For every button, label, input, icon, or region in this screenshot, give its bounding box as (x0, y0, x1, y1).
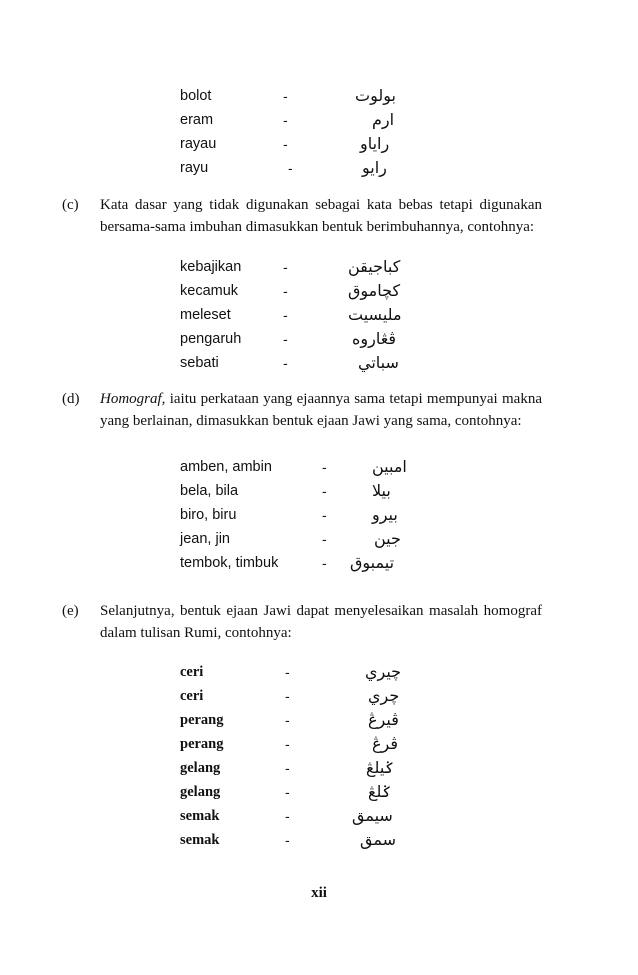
list-item (0, 279, 638, 303)
section-paragraph (100, 388, 542, 432)
jawi-word: تيمبوق (350, 553, 395, 572)
list-item (0, 156, 638, 180)
list-item (0, 684, 638, 708)
list-item (0, 732, 638, 756)
list-item (0, 303, 638, 327)
jawi-word: بولوت (355, 86, 396, 105)
jawi-word: بيرو (372, 505, 398, 524)
rumi-word: perang (180, 736, 224, 752)
jawi-word: جين (374, 529, 401, 548)
rumi-word: sebati (180, 355, 219, 371)
section-label: (c) (62, 197, 79, 213)
section-paragraph: Selanjutnya, bentuk ejaan Jawi dapat menyelesaikan masalah homograf dalam tulisan Rumi, contohnya: (100, 603, 542, 641)
dash-separator: - (283, 283, 288, 299)
list-item (0, 804, 638, 828)
dash-separator: - (283, 331, 288, 347)
dash-separator: - (285, 808, 290, 824)
list-item (0, 455, 638, 479)
rumi-word: pengaruh (180, 331, 242, 347)
dash-separator: - (288, 160, 293, 176)
jawi-word: چيري (365, 662, 402, 681)
rumi-word: bolot (180, 88, 212, 104)
section-label: (d) (62, 391, 80, 407)
list-item (0, 708, 638, 732)
rumi-word: semak (180, 832, 220, 848)
jawi-word: ݢيلڠ (366, 758, 395, 777)
rumi-word: eram (180, 112, 214, 128)
rumi-word: ceri (180, 664, 204, 680)
rumi-word: kecamuk (180, 283, 239, 299)
jawi-word: امبين (372, 457, 407, 476)
jawi-word: ڤيرڠ (368, 710, 399, 729)
jawi-word: راياو (360, 134, 390, 153)
list-item (0, 132, 638, 156)
list-item (0, 527, 638, 551)
rumi-word: rayau (180, 136, 217, 152)
rumi-word: bela, bila (180, 483, 239, 499)
dash-separator: - (285, 760, 290, 776)
section-d (62, 388, 542, 458)
rumi-word: amben, ambin (180, 459, 272, 475)
section-c (62, 194, 542, 264)
jawi-word: چري (368, 686, 400, 705)
dash-separator: - (285, 832, 290, 848)
dash-separator: - (283, 136, 288, 152)
dash-separator: - (285, 688, 290, 704)
dash-separator: - (322, 483, 327, 499)
rumi-word: jean, jin (180, 531, 230, 547)
dash-separator: - (283, 355, 288, 371)
jawi-word: كچاموق (348, 281, 401, 300)
list-item (0, 756, 638, 780)
dash-separator: - (283, 88, 288, 104)
rumi-word: ceri (180, 688, 204, 704)
section-e (62, 600, 542, 648)
list-item (0, 255, 638, 279)
jawi-word: سيمق (352, 806, 393, 825)
jawi-word: سمق (360, 830, 396, 849)
dash-separator: - (283, 307, 288, 323)
jawi-word: ݢلڠ (368, 782, 392, 801)
section-label: (e) (62, 603, 79, 619)
rumi-word: biro, biru (180, 507, 237, 523)
section-text: iaitu perkataan yang ejaannya sama tetapi mempunyai makna yang berlainan, dimasukkan bentuk ejaan Jawi yang sama, contohnya: (100, 391, 542, 429)
dash-separator: - (283, 259, 288, 275)
jawi-word: مليسيت (348, 305, 402, 324)
homograf-term: Homograf, (100, 391, 166, 407)
page-number: xii (311, 885, 327, 901)
dash-separator: - (285, 784, 290, 800)
jawi-word: بيلا (372, 481, 391, 500)
rumi-word: perang (180, 712, 224, 728)
jawi-word: ارم (372, 110, 395, 129)
list-item (0, 327, 638, 351)
section-paragraph: Kata dasar yang tidak digunakan sebagai kata bebas tetapi digunakan bersama-sama imbuhan dimasukkan bentuk berimbuhannya, contohnya: (100, 197, 542, 235)
jawi-word: كباجيقن (348, 257, 401, 276)
dash-separator: - (285, 736, 290, 752)
list-item (0, 351, 638, 375)
dash-separator: - (322, 531, 327, 547)
list-item (0, 780, 638, 804)
dash-separator: - (283, 112, 288, 128)
rumi-word: kebajikan (180, 259, 242, 275)
dash-separator: - (285, 664, 290, 680)
jawi-word: سباتي (358, 353, 399, 372)
jawi-word: ڤڠاروه (352, 329, 397, 348)
dash-separator: - (285, 712, 290, 728)
list-item (0, 828, 638, 852)
rumi-word: tembok, timbuk (180, 555, 279, 571)
list-item (0, 503, 638, 527)
list-item (0, 479, 638, 503)
rumi-word: meleset (180, 307, 231, 323)
dash-separator: - (322, 507, 327, 523)
list-item (0, 551, 638, 575)
rumi-word: gelang (180, 760, 221, 776)
list-item (0, 660, 638, 684)
jawi-word: رايو (362, 158, 387, 177)
rumi-word: gelang (180, 784, 221, 800)
dash-separator: - (322, 555, 327, 571)
jawi-word: ڤرڠ (372, 734, 399, 753)
list-item (0, 108, 638, 132)
dash-separator: - (322, 459, 327, 475)
rumi-word: semak (180, 808, 220, 824)
list-item (0, 84, 638, 108)
rumi-word: rayu (180, 160, 209, 176)
